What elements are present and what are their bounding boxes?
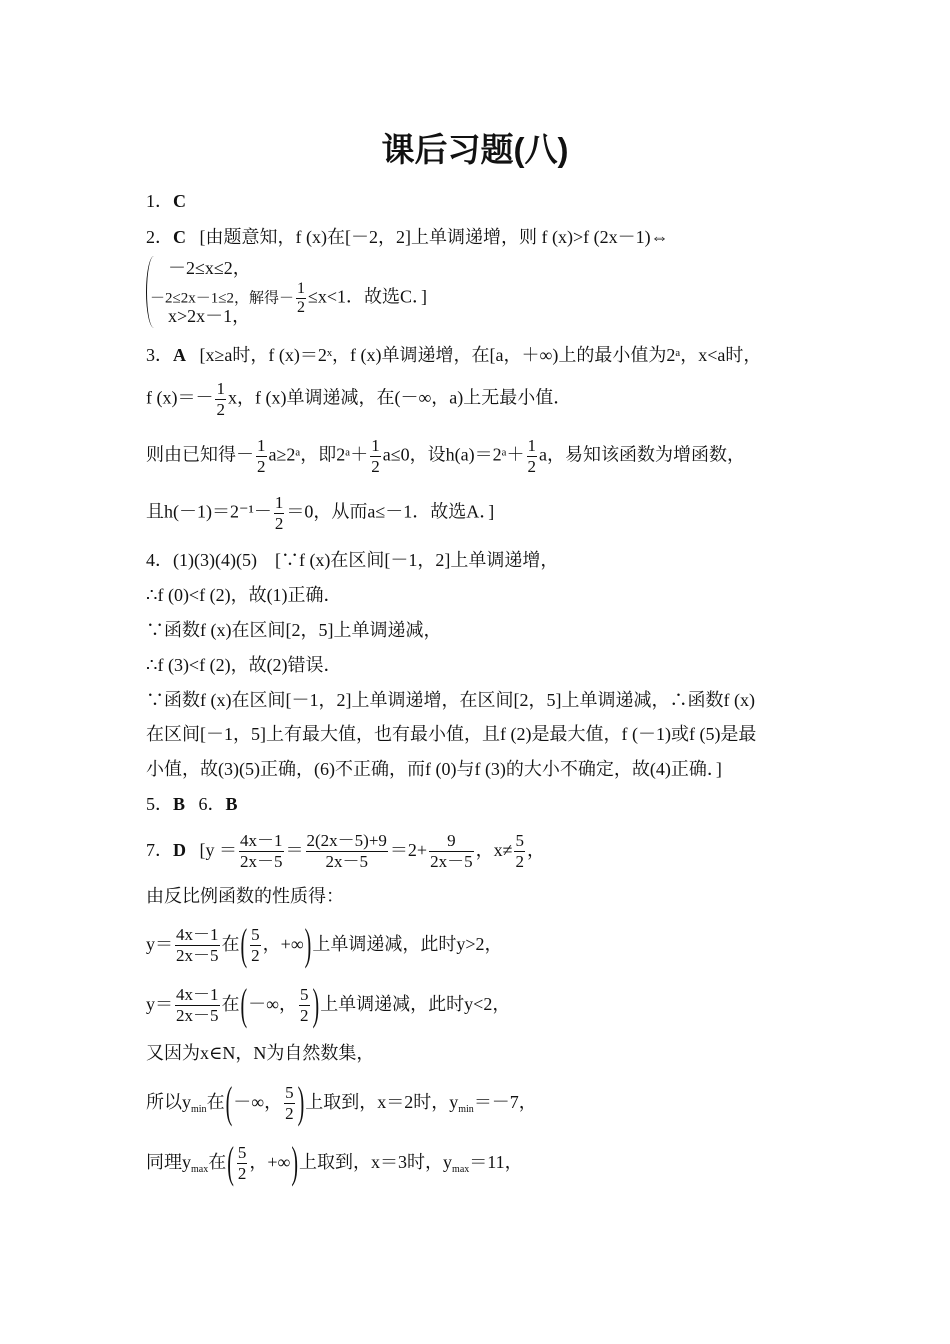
q3-number: 3． xyxy=(146,345,173,365)
system-row-3: x>2x－1， xyxy=(168,306,251,326)
answer-4-line2: ∴f (0)<f (2)，故(1)正确． xyxy=(146,585,342,605)
q5-choice: B xyxy=(173,794,186,814)
q2-number: 2． xyxy=(146,227,173,247)
answer-2-line1 xyxy=(146,226,669,248)
page-title: 课后习题(八) xyxy=(381,131,569,168)
q7-number: 7． xyxy=(146,840,173,860)
fraction-half: $\frac{1}{2}$ xyxy=(371,436,380,476)
answer-4-line1: 4．(1)(3)(4)(5) [∵f (x)在区间[－1，2]上单调递增， xyxy=(146,550,559,570)
answer-7-line4: y＝ $\frac{4x-1}{2x-5}$ 在(－∞， $\frac{5}{2}$ )上单调递减，此时y<2， xyxy=(146,981,511,1031)
fraction-1: $\frac{4x-1}{2x-5}$ xyxy=(240,831,283,872)
answer-7-line3: y＝ $\frac{4x-1}{2x-5}$ 在( $\frac{5}{2}$ ，+∞)上单调递减，此时y>2， xyxy=(146,921,503,971)
fraction-half: $\frac{1}{2}$ xyxy=(274,493,284,533)
system-row-2-text: －2≤2x－1≤2，解得－ xyxy=(150,290,294,307)
q7-choice: D xyxy=(173,840,186,860)
answer-7-line2: 由反比例函数的性质得： xyxy=(146,886,344,906)
system-row-1: －2≤x≤2， xyxy=(168,258,251,278)
answer-4-line5: ∵函数f (x)在区间[－1，2]上单调递增，在区间[2，5]上单调递减，∴函数f (x) xyxy=(146,690,755,710)
answer-3-line2: f (x)＝－ $\frac{1}{2}$ x，f (x)单调递减，在(－∞，a)上无最小值． xyxy=(146,379,572,419)
fraction-5-2: $\frac{5}{2}$ xyxy=(515,831,524,872)
q6-choice: B xyxy=(225,794,238,814)
answer-4-line3: ∵函数f (x)在区间[2，5]上单调递减， xyxy=(146,620,442,640)
answer-7-line1: 7．D [y ＝ $\frac{4x-1}{2x-5}$ ＝ $\frac{2(2x-5)+9}{2x-5}$ ＝2+ $\frac{9}{2x-5}$ ，x≠ $\frac{5}{2}$ ， xyxy=(146,831,545,872)
q3-text-1: [x≥a时，f (x)＝2ˣ，f (x)单调递增，在[a，＋∞)上的最小值为2ᵃ，x<a时， xyxy=(199,345,762,365)
q2-text: [由题意知，f (x)在[－2，2]上单调递增，则 f (x)>f (2x－1)⇔ xyxy=(199,227,669,247)
q1-choice: C xyxy=(173,191,186,211)
fraction-half: $\frac{1}{2}$ xyxy=(527,436,536,476)
answer-4-line7: 小值，故(3)(5)正确，(6)不正确，而f (0)与f (3)的大小不确定，故(4)正确．] xyxy=(146,759,722,779)
answer-3-line1 xyxy=(146,344,761,366)
system-row-2-end: ≤x<1．故选C．] xyxy=(307,286,427,307)
answer-7-line6: 所以$y_{min}$在(－∞， $\frac{5}{2}$ )上取到，x＝2时，$y_{min}=-7$， xyxy=(146,1079,537,1129)
q3-choice: A xyxy=(173,345,186,365)
fraction-3: $\frac{9}{2x-5}$ xyxy=(430,831,473,872)
fraction-half: $\frac{1}{2}$ xyxy=(216,379,225,419)
answer-1 xyxy=(146,190,186,212)
answer-4-line6: 在区间[－1，5]上有最大值，也有最小值，且f (2)是最大值，f (－1)或f (5)是最 xyxy=(146,724,757,744)
answer-7-line5: 又因为x∈N，N为自然数集， xyxy=(146,1043,375,1063)
fraction-2: $\frac{2(2x-5)+9}{2x-5}$ xyxy=(306,831,387,872)
fraction-half: $\frac{1}{2}$ xyxy=(296,280,305,316)
answer-7-line7: 同理$y_{max}$在( $\frac{5}{2}$ ，+∞)上取到，x＝3时，$y_{max}=11$， xyxy=(146,1139,523,1189)
answer-4-line4: ∴f (3)<f (2)，故(2)错误． xyxy=(146,655,342,675)
answer-3-line3: 则由已知得－ $\frac{1}{2}$ a≥2ᵃ，即2ᵃ＋ $\frac{1}{2}$ a≤0，设h(a)＝2ᵃ＋ $\frac{1}{2}$ a，易知该函数为增函数， xyxy=(146,436,745,476)
q1-number: 1． xyxy=(146,191,173,211)
fraction-half: $\frac{1}{2}$ xyxy=(257,436,266,476)
answer-5-6: 5．B 6．B xyxy=(146,794,238,814)
answer-3-line4: 且h(－1)＝2⁻¹－ $\frac{1}{2}$ ＝0，从而a≤－1．故选A．] xyxy=(146,493,495,533)
q2-choice: C xyxy=(173,227,186,247)
